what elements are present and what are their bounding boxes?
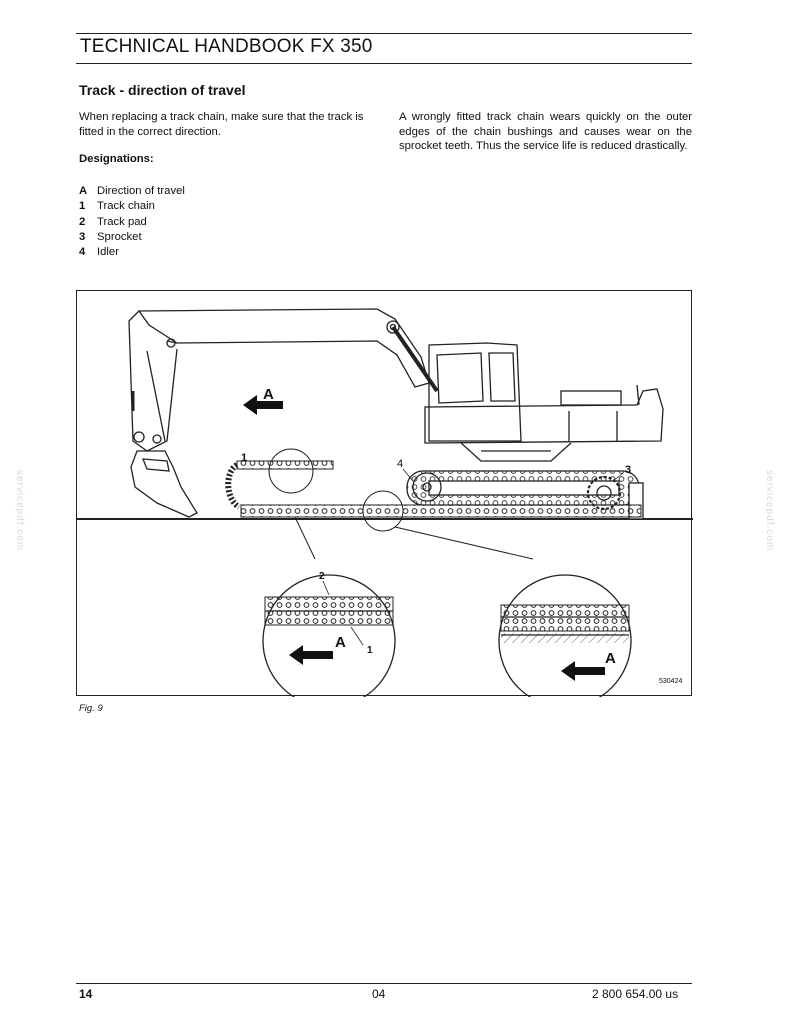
legend-item <box>79 230 185 245</box>
legend-label: Track pad <box>97 215 147 228</box>
legend-label: Sprocket <box>97 230 142 243</box>
legend-label: Direction of travel <box>97 185 185 197</box>
footer-page-number: 14 <box>79 987 93 1001</box>
footer-section-number: 04 <box>372 987 386 1001</box>
boom <box>139 309 429 387</box>
intro-paragraph: When replacing a track chain, make sure that the track is fitted in the correct direction. <box>79 111 364 138</box>
legend-key: A <box>79 185 88 197</box>
figure-code: 530424 <box>659 678 683 685</box>
detail-circle-chain <box>263 571 395 697</box>
callout-4: 4 <box>397 458 404 470</box>
section-title: Track - direction of travel <box>79 82 246 98</box>
upper-structure <box>425 389 663 443</box>
legend-item <box>79 215 185 230</box>
lower-track-run <box>241 505 641 517</box>
callout-1-detail: 1 <box>367 645 373 656</box>
wear-paragraph: A wrongly fitted track chain wears quickly on the outer edges of the chain bushings and causes wear on the sprocket teeth. Thus the service life is reduced drastically. <box>399 111 692 152</box>
legend-key: 4 <box>79 246 86 259</box>
footer-doc-number: 2 800 654.00 us <box>592 987 679 1001</box>
cab <box>429 343 521 441</box>
watermark-right: servicepdf.com <box>764 470 775 552</box>
legend-key: 2 <box>79 215 86 228</box>
legend-label: Idler <box>97 246 119 259</box>
callout-1-main: 1 <box>241 452 248 464</box>
legend-label: Track chain <box>97 200 155 213</box>
zoom-marker-chain <box>269 449 313 493</box>
legend-item <box>79 199 185 214</box>
header-rule-bottom <box>76 63 692 64</box>
figure-caption: Fig. 9 <box>79 703 103 714</box>
callout-2-detail: 2 <box>319 571 325 582</box>
legend-key: 1 <box>79 200 86 213</box>
designations-legend <box>79 184 185 260</box>
callout-3: 3 <box>625 464 632 476</box>
page-header-title: TECHNICAL HANDBOOK FX 350 <box>80 36 373 57</box>
arrow-label-detail-2: A <box>605 650 616 667</box>
legend-item <box>79 245 185 260</box>
direction-arrow-detail-2 <box>561 661 605 681</box>
replacement-chain <box>237 461 333 469</box>
direction-arrow-detail-1 <box>289 645 333 665</box>
header-rule-top <box>76 33 692 34</box>
legend-item <box>79 184 185 199</box>
legend-key: 3 <box>79 230 86 243</box>
excavator-track-figure <box>76 290 692 696</box>
designations-heading: Designations: <box>79 153 154 165</box>
watermark-left: servicepdf.com <box>14 470 25 552</box>
footer-rule <box>76 983 692 984</box>
arrow-label-detail-1: A <box>335 634 346 651</box>
arrow-label-main: A <box>263 386 274 403</box>
excavator-drawing <box>77 291 693 697</box>
detail-circle-track <box>499 575 631 697</box>
